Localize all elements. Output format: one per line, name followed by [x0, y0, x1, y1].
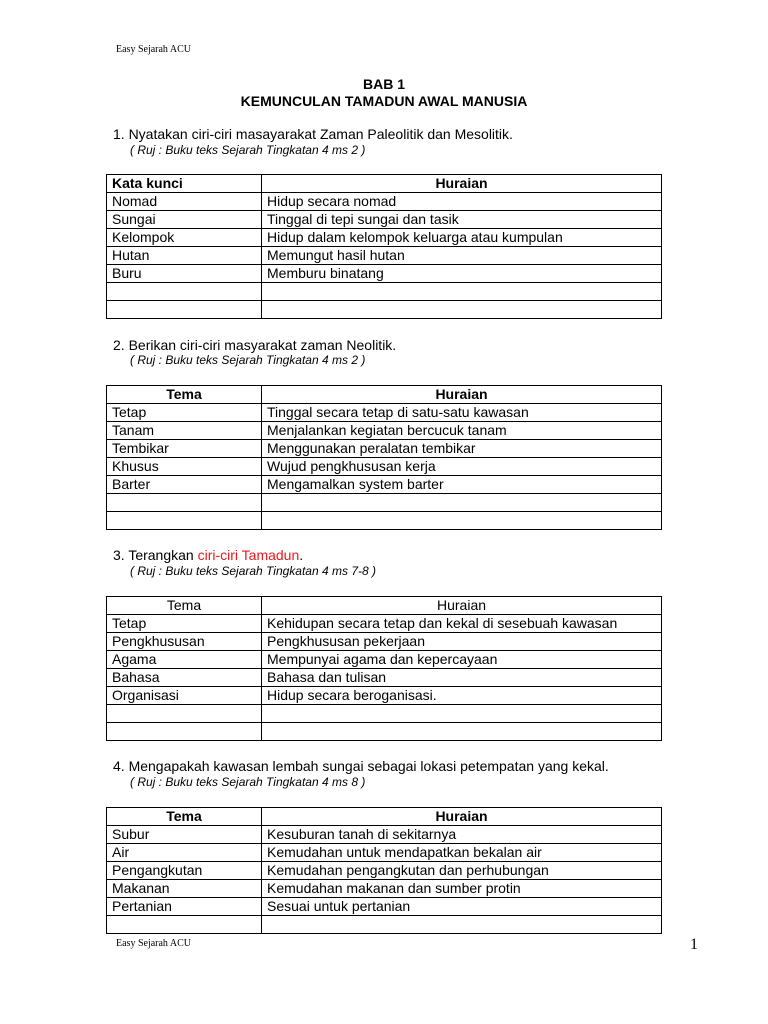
description-cell — [262, 301, 662, 319]
description-cell: Wujud pengkhususan kerja — [262, 458, 662, 476]
table-header-row — [107, 386, 662, 404]
question-3 — [113, 547, 303, 563]
table-row — [107, 193, 662, 211]
table-row — [107, 826, 662, 844]
running-footer: Easy Sejarah ACU — [116, 938, 191, 949]
table-row — [107, 458, 662, 476]
reference-2: ( Ruj : Buku teks Sejarah Tingkatan 4 ms 2 ) — [130, 353, 366, 367]
description-cell — [262, 723, 662, 741]
table-row — [107, 440, 662, 458]
description-cell: Pengkhususan pekerjaan — [262, 633, 662, 651]
table-row — [107, 898, 662, 916]
table-row — [107, 880, 662, 898]
description-cell: Kemudahan pengangkutan dan perhubungan — [262, 862, 662, 880]
table-row — [107, 404, 662, 422]
header-cell: Tema — [107, 386, 262, 404]
question-2: 2. Berikan ciri-ciri masyarakat zaman Neolitik. — [113, 337, 397, 353]
description-cell: Bahasa dan tulisan — [262, 669, 662, 687]
table-row — [107, 862, 662, 880]
table-row — [107, 633, 662, 651]
theme-cell: Pertanian — [107, 898, 262, 916]
description-cell: Tinggal secara tetap di satu-satu kawasan — [262, 404, 662, 422]
theme-cell: Makanan — [107, 880, 262, 898]
table-row — [107, 844, 662, 862]
description-cell: Hidup secara nomad — [262, 193, 662, 211]
description-cell: Mengamalkan system barter — [262, 476, 662, 494]
table-row — [107, 476, 662, 494]
description-cell: Sesuai untuk pertanian — [262, 898, 662, 916]
reference-3: ( Ruj : Buku teks Sejarah Tingkatan 4 ms 7-8 ) — [130, 564, 376, 578]
question-3-prefix: 3. Terangkan — [113, 547, 198, 563]
description-cell — [262, 512, 662, 530]
table-row — [107, 265, 662, 283]
header-cell: Huraian — [262, 597, 662, 615]
table-1 — [106, 174, 662, 319]
question-1: 1. Nyatakan ciri-ciri masayarakat Zaman Paleolitik dan Mesolitik. — [113, 126, 513, 142]
table-row — [107, 422, 662, 440]
description-cell — [262, 283, 662, 301]
theme-cell: Nomad — [107, 193, 262, 211]
theme-cell: Sungai — [107, 211, 262, 229]
table-row — [107, 301, 662, 319]
table-4 — [106, 807, 662, 934]
description-cell: Kesuburan tanah di sekitarnya — [262, 826, 662, 844]
table-header-row — [107, 597, 662, 615]
description-cell — [262, 916, 662, 934]
table-row — [107, 687, 662, 705]
description-cell — [262, 705, 662, 723]
chapter-title: KEMUNCULAN TAMADUN AWAL MANUSIA — [240, 93, 528, 109]
description-cell — [262, 494, 662, 512]
description-cell: Memburu binatang — [262, 265, 662, 283]
question-3-highlight: ciri-ciri Tamadun — [197, 547, 300, 563]
theme-cell: Organisasi — [107, 687, 262, 705]
theme-cell: Barter — [107, 476, 262, 494]
description-cell: Kemudahan makanan dan sumber protin — [262, 880, 662, 898]
page-title — [0, 76, 768, 110]
table-2 — [106, 385, 662, 530]
theme-cell: Bahasa — [107, 669, 262, 687]
theme-cell — [107, 494, 262, 512]
theme-cell: Tetap — [107, 404, 262, 422]
description-cell: Mempunyai agama dan kepercayaan — [262, 651, 662, 669]
theme-cell: Subur — [107, 826, 262, 844]
header-cell: Tema — [107, 597, 262, 615]
description-cell: Memungut hasil hutan — [262, 247, 662, 265]
question-4: 4. Mengapakah kawasan lembah sungai sebagai lokasi petempatan yang kekal. — [113, 758, 609, 774]
theme-cell: Tembikar — [107, 440, 262, 458]
reference-1: ( Ruj : Buku teks Sejarah Tingkatan 4 ms 2 ) — [130, 143, 366, 157]
table-header-row — [107, 808, 662, 826]
description-cell: Menggunakan peralatan tembikar — [262, 440, 662, 458]
description-cell: Menjalankan kegiatan bercucuk tanam — [262, 422, 662, 440]
header-cell: Kata kunci — [107, 175, 262, 193]
table-row — [107, 229, 662, 247]
table-row — [107, 211, 662, 229]
description-cell: Kemudahan untuk mendapatkan bekalan air — [262, 844, 662, 862]
table-row — [107, 283, 662, 301]
theme-cell — [107, 705, 262, 723]
theme-cell — [107, 723, 262, 741]
reference-4: ( Ruj : Buku teks Sejarah Tingkatan 4 ms 8 ) — [130, 775, 366, 789]
theme-cell: Buru — [107, 265, 262, 283]
theme-cell: Agama — [107, 651, 262, 669]
question-3-suffix: . — [299, 547, 304, 563]
theme-cell: Pengangkutan — [107, 862, 262, 880]
table-row — [107, 512, 662, 530]
table-header-row — [107, 175, 662, 193]
table-3 — [106, 596, 662, 741]
header-cell: Huraian — [262, 175, 662, 193]
description-cell: Kehidupan secara tetap dan kekal di sesebuah kawasan — [262, 615, 662, 633]
table-row — [107, 494, 662, 512]
theme-cell — [107, 512, 262, 530]
table-row — [107, 615, 662, 633]
table-row — [107, 916, 662, 934]
description-cell: Tinggal di tepi sungai dan tasik — [262, 211, 662, 229]
chapter-number: BAB 1 — [362, 76, 405, 92]
header-cell: Huraian — [262, 386, 662, 404]
theme-cell: Khusus — [107, 458, 262, 476]
theme-cell: Tetap — [107, 615, 262, 633]
header-cell: Tema — [107, 808, 262, 826]
theme-cell: Tanam — [107, 422, 262, 440]
running-header: Easy Sejarah ACU — [116, 44, 191, 55]
description-cell: Hidup secara beroganisasi. — [262, 687, 662, 705]
table-row — [107, 247, 662, 265]
table-row — [107, 705, 662, 723]
theme-cell — [107, 916, 262, 934]
table-row — [107, 669, 662, 687]
theme-cell: Hutan — [107, 247, 262, 265]
header-cell: Huraian — [262, 808, 662, 826]
theme-cell: Pengkhususan — [107, 633, 262, 651]
theme-cell — [107, 283, 262, 301]
table-row — [107, 651, 662, 669]
description-cell: Hidup dalam kelompok keluarga atau kumpulan — [262, 229, 662, 247]
theme-cell: Kelompok — [107, 229, 262, 247]
theme-cell: Air — [107, 844, 262, 862]
page-number: 1 — [690, 936, 698, 953]
theme-cell — [107, 301, 262, 319]
table-row — [107, 723, 662, 741]
